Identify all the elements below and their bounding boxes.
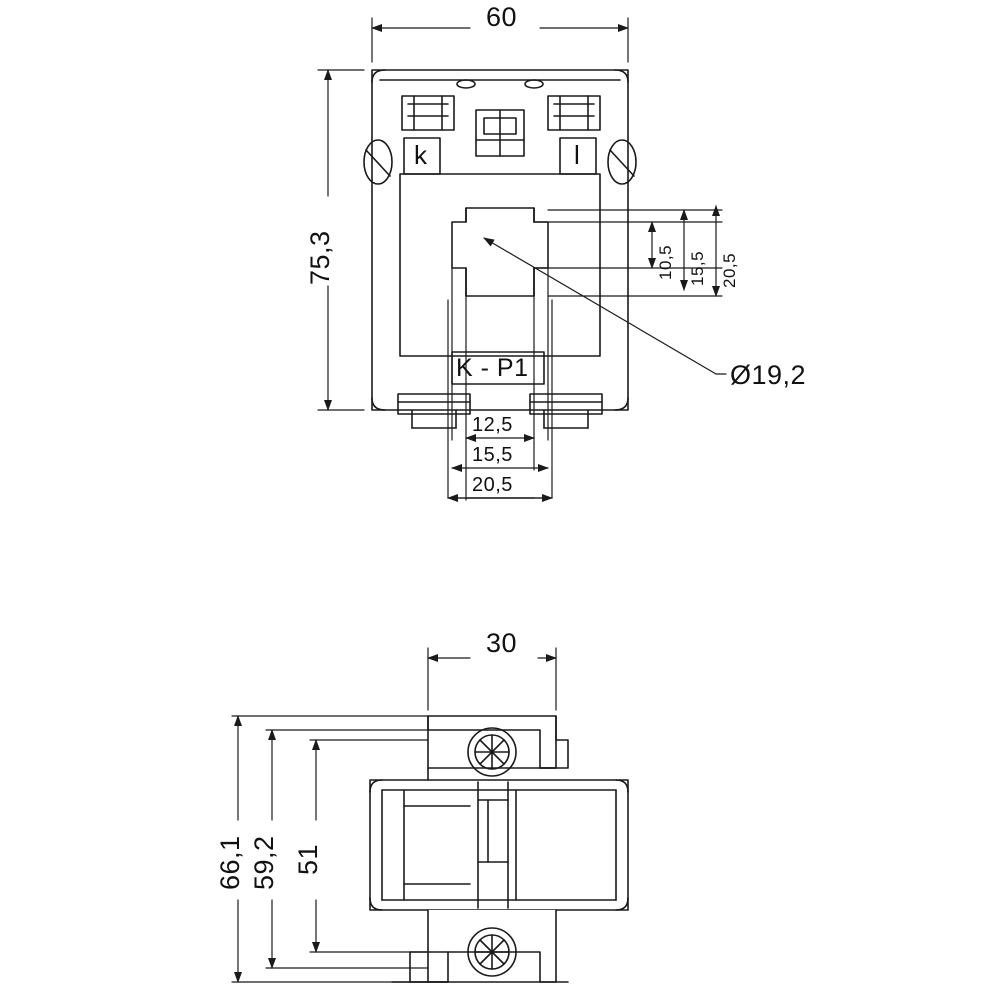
dimension-label-side-height-2: 59,2 (249, 835, 279, 890)
dimension-label-bore-height-3: 20,5 (720, 252, 739, 288)
dimension-label-side-height-1: 66,1 (215, 835, 245, 890)
dimension-label-bore-diameter: Ø19,2 (730, 360, 807, 390)
dimension-label-bore-width-3: 20,5 (472, 474, 513, 496)
marking-terminal-l: l (574, 140, 581, 170)
dimension-label-front-width: 60 (486, 2, 518, 32)
dimension-label-side-height-3: 51 (293, 843, 323, 875)
marking-terminal-k: k (414, 140, 428, 170)
dimension-label-front-height: 75,3 (305, 230, 335, 285)
dimension-label-side-width: 30 (486, 628, 518, 658)
dimension-label-bore-width-2: 15,5 (472, 444, 513, 466)
dimension-label-bore-height-1: 10,5 (656, 244, 675, 280)
dimension-label-bore-height-2: 15,5 (688, 250, 707, 286)
side-view-body (370, 716, 628, 982)
marking-primary-k-p1: K - P1 (456, 354, 529, 382)
dimension-label-bore-width-1: 12,5 (472, 414, 513, 436)
